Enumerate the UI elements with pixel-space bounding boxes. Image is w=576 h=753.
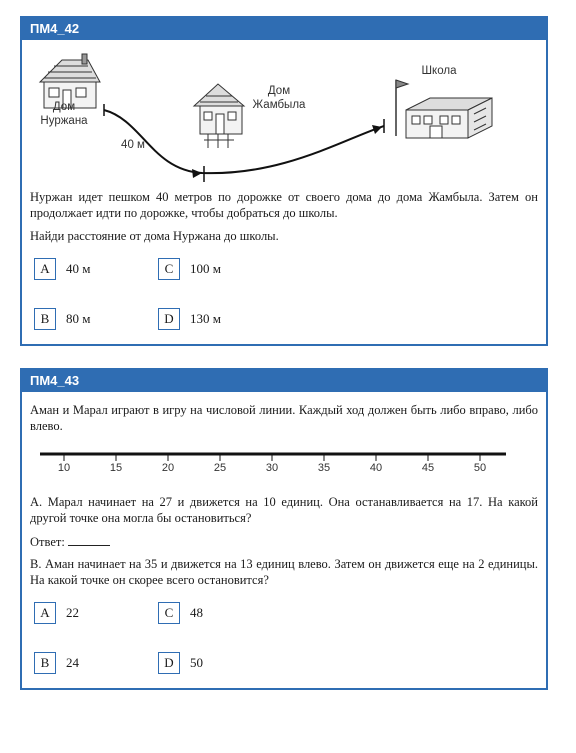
tick-label: 30 (265, 462, 279, 474)
option-value: 100 м (190, 261, 221, 276)
intro-text: Аман и Марал играют в игру на числовой линии. Каждый ход должен быть либо вправо, либо влево. (30, 403, 538, 433)
zhambyl-house-icon (194, 84, 244, 148)
option-d[interactable] (158, 308, 221, 330)
option-value: 40 м (66, 261, 91, 276)
problem-text: Нуржан идет пешком 40 метров по дорожке от своего дома до дома Жамбыла. Затем он продолжает идти по дорожке, чтобы добраться до школы. (30, 190, 538, 220)
option-value: 22 (66, 605, 79, 620)
tick-label: 25 (213, 462, 227, 474)
school-icon (396, 80, 492, 138)
option-letter: A (34, 258, 56, 280)
option-value: 130 м (190, 311, 221, 326)
path-illustration (22, 40, 546, 190)
part-a-text: A. Марал начинает на 27 и движется на 10 единиц. Она останавливается на 17. На какой другой точке она могла бы остановиться? (30, 495, 538, 525)
option-a[interactable] (34, 602, 79, 624)
option-letter: D (158, 652, 180, 674)
option-letter: C (158, 602, 180, 624)
part-b-text: B. Аман начинает на 35 и движется на 13 единиц влево. Затем он движется еще на 2 единицы. На какой точке он скорее всего остановится? (30, 557, 538, 587)
tick-label: 50 (473, 462, 487, 474)
distance-label: 40 м (121, 139, 145, 151)
question-id: ПМ4_42 (22, 18, 546, 40)
answer-label: Ответ: (30, 535, 65, 549)
question-card-43 (20, 368, 548, 690)
question-id: ПМ4_43 (22, 370, 546, 392)
tick-label: 20 (161, 462, 175, 474)
answer-line (30, 534, 538, 550)
tick-label: 40 (369, 462, 383, 474)
option-b[interactable] (34, 652, 79, 674)
option-a[interactable] (34, 258, 90, 280)
option-letter: A (34, 602, 56, 624)
option-value: 48 (190, 605, 203, 620)
tick-label: 10 (57, 462, 71, 474)
question-card-42 (20, 16, 548, 346)
option-c[interactable] (158, 602, 203, 624)
option-letter: C (158, 258, 180, 280)
tick-label: 45 (421, 462, 435, 474)
question-text: Найди расстояние от дома Нуржана до школы. (30, 229, 279, 243)
option-value: 50 (190, 655, 203, 670)
option-value: 24 (66, 655, 79, 670)
tick-label: 35 (317, 462, 331, 474)
option-letter: B (34, 652, 56, 674)
zhambyl-house-label: Дом Жамбыла (252, 85, 306, 111)
option-d[interactable] (158, 652, 203, 674)
option-letter: D (158, 308, 180, 330)
option-letter: B (34, 308, 56, 330)
nurzhan-house-label: Дом Нуржана (40, 101, 88, 127)
tick-label: 15 (109, 462, 123, 474)
option-c[interactable] (158, 258, 221, 280)
answer-blank[interactable] (68, 534, 110, 546)
option-value: 80 м (66, 311, 91, 326)
school-label: Школа (421, 65, 457, 77)
number-line (22, 446, 546, 466)
option-b[interactable] (34, 308, 90, 330)
